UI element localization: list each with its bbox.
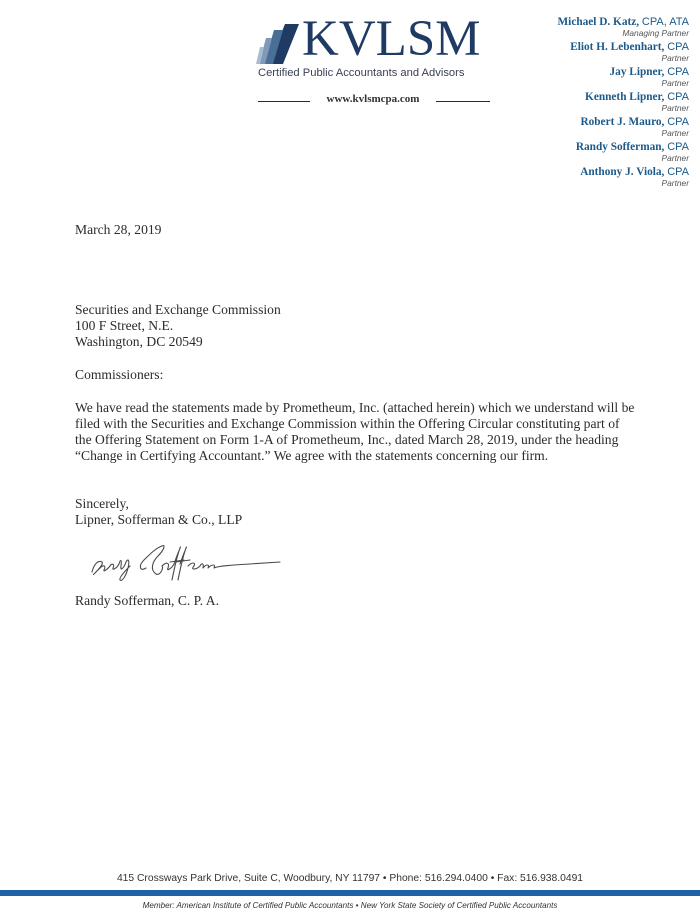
website-rule-right [436,101,490,102]
partner-entry [489,16,689,41]
partner-name: Randy Sofferman, [575,141,665,153]
recipient-line: Securities and Exchange Commission [75,302,281,317]
footer-membership: Member: American Institute of Certified Public Accountants • New York State Society of Certified Public Accountants [142,901,558,910]
firm-name: Lipner, Sofferman & Co., LLP [75,512,243,527]
partner-credential: CPA [667,141,689,153]
partner-name: Kenneth Lipner, [585,91,665,103]
recipient-line: 100 F Street, N.E. [75,318,174,333]
partner-role: Partner [661,103,689,113]
partner-credential: CPA [667,91,689,103]
letter-date: March 28, 2019 [75,222,162,237]
recipient-address [75,302,281,350]
footer-rule [0,890,700,896]
footer-address: 415 Crossways Park Drive, Suite C, Woodbury, NY 11797 • Phone: 516.294.0400 • Fax: 516.938.0491 [116,873,584,884]
closing: Sincerely, [75,496,129,511]
website-link[interactable]: www.kvlsmcpa.com [326,93,420,105]
partner-credential: CPA [667,116,689,128]
partner-entry [489,141,689,166]
recipient-line: Washington, DC 20549 [75,334,203,349]
logo-stripes-icon [255,20,301,66]
partner-role: Partner [661,53,689,63]
partner-role: Partner [661,178,689,188]
logo-wordmark: KVLSM [302,11,481,67]
partner-name: Robert J. Mauro, [580,116,665,128]
partner-credential: CPA [667,166,689,178]
partners-list [489,16,689,191]
partner-entry [489,116,689,141]
handwritten-signature [84,538,294,586]
partner-name: Eliot H. Lebenhart, [570,41,665,53]
partner-credential: CPA [667,41,689,53]
partner-credential: CPA, ATA [641,16,689,28]
partner-entry [489,91,689,116]
partner-name: Michael D. Katz, [557,16,640,28]
salutation: Commissioners: [75,367,164,382]
partner-name: Jay Lipner, [609,66,665,78]
website-rule-left [258,101,310,102]
partner-role: Managing Partner [622,28,689,38]
partner-role: Partner [661,128,689,138]
letter-body: We have read the statements made by Prometheum, Inc. (attached herein) which we understand will be filed with the Securities and Exchange Commission within the Offering Circular constituting part of the Offering Statement on Form 1-A of Prometheum, Inc., dated March 28, 2019, under the heading “Change in Certifying Accountant.” We agree with the statements concerning our firm. [75,400,635,463]
partner-credential: CPA [667,66,689,78]
closing-block [75,496,242,528]
partner-entry [489,166,689,191]
partner-entry [489,41,689,66]
partner-role: Partner [661,78,689,88]
partner-role: Partner [661,153,689,163]
signer-name: Randy Sofferman, C. P. A. [75,593,219,608]
logo-tagline: Certified Public Accountants and Advisors [258,67,465,79]
partner-entry [489,66,689,91]
partner-name: Anthony J. Viola, [580,166,665,178]
